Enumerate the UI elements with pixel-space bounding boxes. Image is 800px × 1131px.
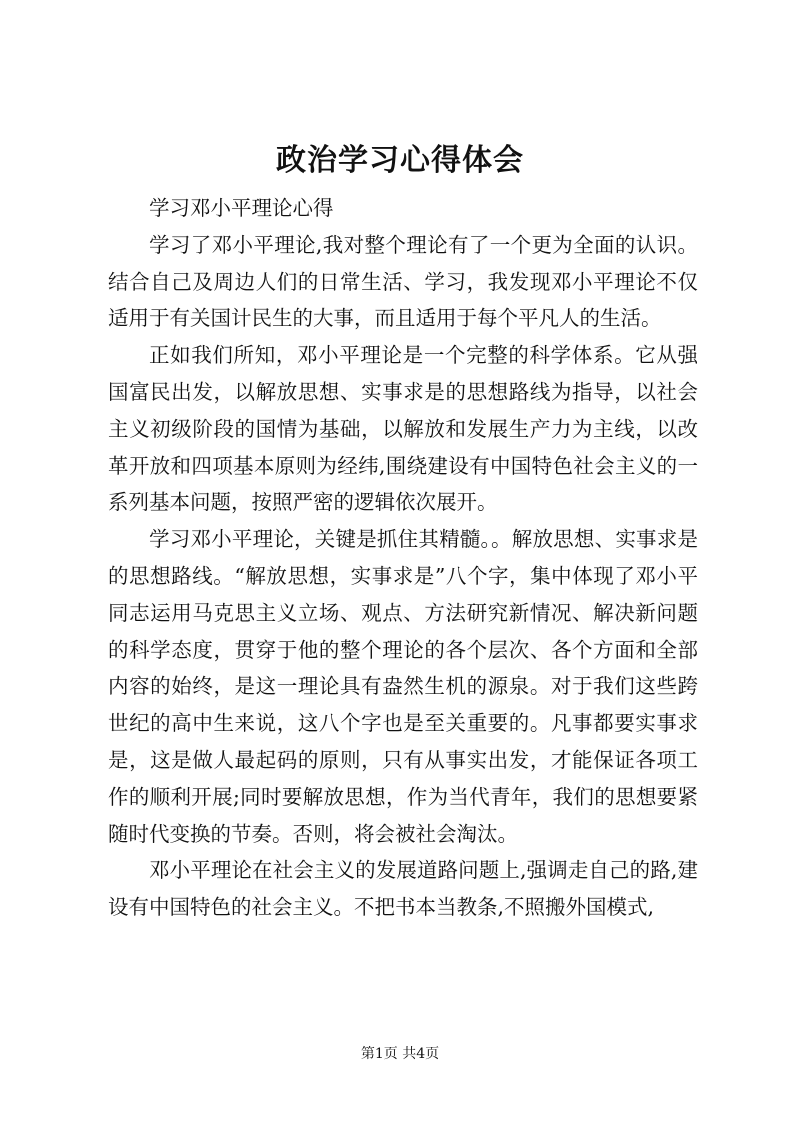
page-footer: 第1页 共4页 — [360, 1046, 440, 1062]
paragraph: 正如我们所知，邓小平理论是一个完整的科学体系。它从强国富民出发，以解放思想、实事求是的思想路线为指导，以社会主义初级阶段的国情为基础，以解放和发展生产力为主线，以改革开放和四项基本原则为经纬,围绕建设有中国特色社会主义的一系列基本问题，按照严密的逻辑依次展开。 — [108, 343, 698, 515]
paragraph-subtitle: 学习邓小平理论心得 — [149, 196, 334, 220]
document-body — [108, 190, 698, 926]
document-title: 政治学习心得体会 — [276, 143, 524, 178]
paragraph: 学习邓小平理论，关键是抓住其精髓。。解放思想、实事求是的思想路线。“解放思想，实事求是”八个字，集中体现了邓小平同志运用马克思主义立场、观点、方法研究新情况、解决新问题的科学态度，贯穿于他的整个理论的各个层次、各个方面和全部内容的始终，是这一理论具有盎然生机的源泉。对于我们这些跨世纪的高中生来说，这八个字也是至关重要的。凡事都要实事求是，这是做人最起码的原则，只有从事实出发，才能保证各项工作的顺利开展;同时要解放思想，作为当代青年，我们的思想要紧随时代变换的节奏。否则，将会被社会淘汰。 — [108, 527, 698, 846]
paragraph: 邓小平理论在社会主义的发展道路问题上,强调走自己的路,建设有中国特色的社会主义。不把书本当教条,不照搬外国模式, — [108, 858, 698, 920]
paragraph: 学习了邓小平理论,我对整个理论有了一个更为全面的认识。结合自己及周边人们的日常生活、学习，我发现邓小平理论不仅适用于有关国计民生的大事，而且适用于每个平凡人的生活。 — [108, 232, 698, 331]
